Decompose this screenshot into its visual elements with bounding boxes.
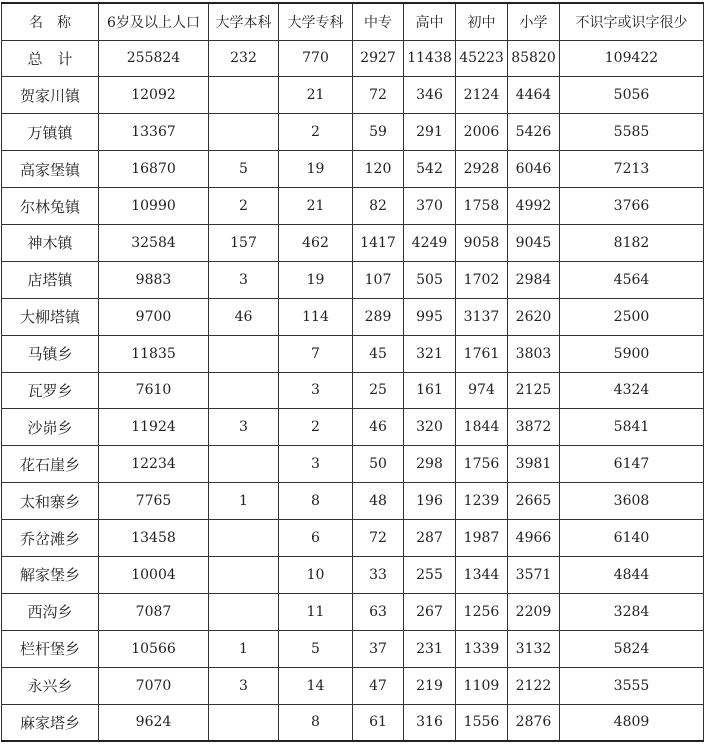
population-cell: 7087 [99,593,209,630]
row-name: 解家堡乡 [2,556,99,593]
junior-high-cell: 2124 [456,77,508,114]
illiterate-cell: 109422 [560,40,704,77]
table-row [2,630,704,667]
high-school-cell: 4249 [404,224,456,261]
primary-cell: 2122 [508,667,560,704]
row-name: 总 计 [2,40,99,77]
secondary-vocational-cell: 107 [353,261,404,298]
junior-high-cell: 1844 [456,409,508,446]
secondary-vocational-cell: 25 [353,372,404,409]
illiterate-cell: 4564 [560,261,704,298]
high-school-cell: 161 [404,372,456,409]
population-cell: 255824 [99,40,209,77]
population-cell: 9883 [99,261,209,298]
secondary-vocational-cell: 2927 [353,40,404,77]
college-cell: 3 [279,372,353,409]
junior-high-cell: 3137 [456,298,508,335]
junior-high-cell: 1109 [456,667,508,704]
row-name: 贺家川镇 [2,77,99,114]
college-cell: 770 [279,40,353,77]
bachelor-cell [209,372,279,409]
table-body [2,40,704,741]
table-row [2,667,704,704]
secondary-vocational-cell: 61 [353,704,404,741]
college-cell: 2 [279,409,353,446]
college-cell: 3 [279,446,353,483]
college-cell: 11 [279,593,353,630]
bachelor-cell: 3 [209,261,279,298]
secondary-vocational-cell: 50 [353,446,404,483]
illiterate-cell: 6147 [560,446,704,483]
primary-cell: 3981 [508,446,560,483]
secondary-vocational-cell: 48 [353,483,404,520]
table-row [2,409,704,446]
primary-cell: 4992 [508,188,560,225]
population-cell: 13458 [99,520,209,557]
high-school-cell: 316 [404,704,456,741]
primary-cell: 3803 [508,335,560,372]
bachelor-cell [209,114,279,151]
table-row [2,704,704,741]
junior-high-cell: 1758 [456,188,508,225]
header-row [2,3,704,40]
primary-cell: 3872 [508,409,560,446]
table-row [2,483,704,520]
col-header-high-school: 高中 [404,3,456,40]
row-name: 沙峁乡 [2,409,99,446]
table-row [2,556,704,593]
bachelor-cell [209,446,279,483]
table-row [2,188,704,225]
college-cell: 21 [279,77,353,114]
bachelor-cell: 1 [209,483,279,520]
table-row [2,261,704,298]
bachelor-cell: 3 [209,667,279,704]
bachelor-cell: 3 [209,409,279,446]
population-cell: 12234 [99,446,209,483]
secondary-vocational-cell: 120 [353,151,404,188]
table-row [2,77,704,114]
college-cell: 7 [279,335,353,372]
college-cell: 19 [279,151,353,188]
bachelor-cell [209,77,279,114]
primary-cell: 3571 [508,556,560,593]
high-school-cell: 219 [404,667,456,704]
high-school-cell: 321 [404,335,456,372]
illiterate-cell: 5824 [560,630,704,667]
high-school-cell: 542 [404,151,456,188]
col-header-population: 6岁及以上人口 [99,3,209,40]
row-name: 大柳塔镇 [2,298,99,335]
college-cell: 8 [279,483,353,520]
bachelor-cell [209,335,279,372]
high-school-cell: 370 [404,188,456,225]
primary-cell: 2125 [508,372,560,409]
illiterate-cell: 8182 [560,224,704,261]
population-cell: 16870 [99,151,209,188]
secondary-vocational-cell: 45 [353,335,404,372]
row-name: 栏杆堡乡 [2,630,99,667]
illiterate-cell: 5056 [560,77,704,114]
population-cell: 10566 [99,630,209,667]
table-row [2,335,704,372]
population-cell: 9700 [99,298,209,335]
population-education-table [1,2,704,742]
junior-high-cell: 2006 [456,114,508,151]
secondary-vocational-cell: 72 [353,520,404,557]
col-header-illiterate: 不识字或识字很少 [560,3,704,40]
row-name: 西沟乡 [2,593,99,630]
primary-cell: 2209 [508,593,560,630]
high-school-cell: 995 [404,298,456,335]
college-cell: 19 [279,261,353,298]
high-school-cell: 291 [404,114,456,151]
junior-high-cell: 1339 [456,630,508,667]
secondary-vocational-cell: 33 [353,556,404,593]
secondary-vocational-cell: 46 [353,409,404,446]
row-name: 高家堡镇 [2,151,99,188]
row-name: 店塔镇 [2,261,99,298]
junior-high-cell: 1987 [456,520,508,557]
secondary-vocational-cell: 1417 [353,224,404,261]
college-cell: 2 [279,114,353,151]
row-name: 乔岔滩乡 [2,520,99,557]
bachelor-cell [209,704,279,741]
illiterate-cell: 5900 [560,335,704,372]
college-cell: 10 [279,556,353,593]
table-row [2,593,704,630]
college-cell: 21 [279,188,353,225]
secondary-vocational-cell: 82 [353,188,404,225]
college-cell: 114 [279,298,353,335]
bachelor-cell [209,593,279,630]
secondary-vocational-cell: 72 [353,77,404,114]
illiterate-cell: 4324 [560,372,704,409]
illiterate-cell: 5841 [560,409,704,446]
junior-high-cell: 45223 [456,40,508,77]
high-school-cell: 11438 [404,40,456,77]
table-row [2,520,704,557]
row-name: 麻家塔乡 [2,704,99,741]
bachelor-cell: 232 [209,40,279,77]
high-school-cell: 346 [404,77,456,114]
junior-high-cell: 1702 [456,261,508,298]
table-row [2,372,704,409]
high-school-cell: 231 [404,630,456,667]
high-school-cell: 505 [404,261,456,298]
secondary-vocational-cell: 63 [353,593,404,630]
illiterate-cell: 7213 [560,151,704,188]
population-cell: 7765 [99,483,209,520]
junior-high-cell: 1344 [456,556,508,593]
high-school-cell: 267 [404,593,456,630]
row-name: 花石崖乡 [2,446,99,483]
table-row [2,446,704,483]
row-name: 瓦罗乡 [2,372,99,409]
junior-high-cell: 1239 [456,483,508,520]
row-name: 马镇乡 [2,335,99,372]
bachelor-cell: 2 [209,188,279,225]
primary-cell: 3132 [508,630,560,667]
junior-high-cell: 1761 [456,335,508,372]
bachelor-cell: 5 [209,151,279,188]
bachelor-cell: 157 [209,224,279,261]
population-cell: 7070 [99,667,209,704]
population-cell: 13367 [99,114,209,151]
population-cell: 9624 [99,704,209,741]
primary-cell: 9045 [508,224,560,261]
junior-high-cell: 1256 [456,593,508,630]
primary-cell: 4464 [508,77,560,114]
population-cell: 7610 [99,372,209,409]
high-school-cell: 196 [404,483,456,520]
secondary-vocational-cell: 289 [353,298,404,335]
junior-high-cell: 2928 [456,151,508,188]
secondary-vocational-cell: 59 [353,114,404,151]
primary-cell: 2984 [508,261,560,298]
col-header-bachelor: 大学本科 [209,3,279,40]
illiterate-cell: 4809 [560,704,704,741]
population-cell: 11924 [99,409,209,446]
row-name: 万镇镇 [2,114,99,151]
primary-cell: 85820 [508,40,560,77]
primary-cell: 2620 [508,298,560,335]
high-school-cell: 287 [404,520,456,557]
secondary-vocational-cell: 37 [353,630,404,667]
illiterate-cell: 3608 [560,483,704,520]
college-cell: 462 [279,224,353,261]
college-cell: 8 [279,704,353,741]
junior-high-cell: 1556 [456,704,508,741]
high-school-cell: 320 [404,409,456,446]
primary-cell: 2876 [508,704,560,741]
primary-cell: 6046 [508,151,560,188]
table-row [2,151,704,188]
population-cell: 11835 [99,335,209,372]
bachelor-cell [209,556,279,593]
population-cell: 10990 [99,188,209,225]
college-cell: 5 [279,630,353,667]
illiterate-cell: 4844 [560,556,704,593]
illiterate-cell: 6140 [560,520,704,557]
col-header-primary: 小学 [508,3,560,40]
bachelor-cell: 46 [209,298,279,335]
population-cell: 32584 [99,224,209,261]
college-cell: 6 [279,520,353,557]
population-cell: 12092 [99,77,209,114]
table-row [2,114,704,151]
row-name: 太和寨乡 [2,483,99,520]
illiterate-cell: 3766 [560,188,704,225]
bachelor-cell: 1 [209,630,279,667]
illiterate-cell: 2500 [560,298,704,335]
college-cell: 14 [279,667,353,704]
row-name: 永兴乡 [2,667,99,704]
col-header-secondary-vocational: 中专 [353,3,404,40]
row-name: 神木镇 [2,224,99,261]
table-row [2,298,704,335]
col-header-name: 名 称 [2,3,99,40]
high-school-cell: 255 [404,556,456,593]
col-header-college: 大学专科 [279,3,353,40]
table-row [2,224,704,261]
primary-cell: 5426 [508,114,560,151]
primary-cell: 2665 [508,483,560,520]
junior-high-cell: 9058 [456,224,508,261]
row-name: 尔林兔镇 [2,188,99,225]
population-cell: 10004 [99,556,209,593]
bachelor-cell [209,520,279,557]
total-row [2,40,704,77]
junior-high-cell: 974 [456,372,508,409]
primary-cell: 4966 [508,520,560,557]
junior-high-cell: 1756 [456,446,508,483]
illiterate-cell: 3284 [560,593,704,630]
high-school-cell: 298 [404,446,456,483]
col-header-junior-high: 初中 [456,3,508,40]
illiterate-cell: 5585 [560,114,704,151]
illiterate-cell: 3555 [560,667,704,704]
secondary-vocational-cell: 47 [353,667,404,704]
